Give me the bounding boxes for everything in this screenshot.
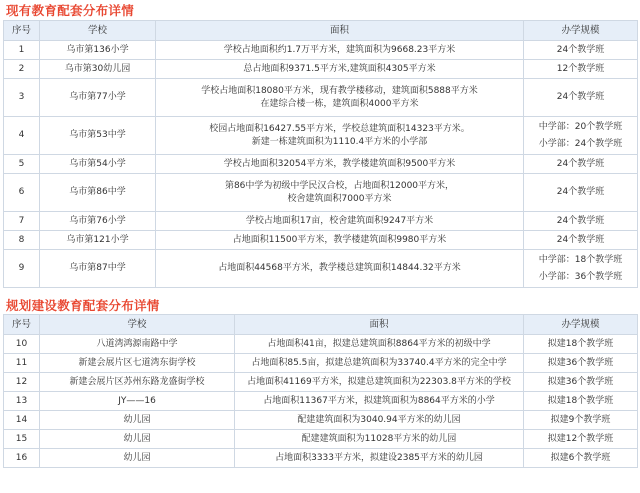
area-line: 总占地面积9371.5平方米,建筑面积4305平方米 [243, 63, 436, 74]
cell-school: 乌市第54小学 [40, 155, 156, 174]
cell-no: 12 [4, 373, 40, 392]
scale-line: 中学部：20个教学班 [538, 121, 623, 132]
cell-no: 3 [4, 79, 40, 117]
area-line: 在建综合楼一栋，建筑面积4000平方米 [260, 98, 419, 109]
area-line: 学校占地面积18080平方米，现有教学楼移动，建筑面积5888平方米 [201, 85, 478, 96]
header-scale: 办学规模 [524, 21, 638, 41]
scale-line: 小学部：24个教学班 [538, 138, 623, 149]
cell-area: 占地面积3333平方米，拟建设2385平方米的幼儿园 [235, 449, 524, 468]
cell-area: 占地面积41亩，拟建总建筑面积8864平方米的初级中学 [235, 335, 524, 354]
cell-school: 幼儿园 [40, 430, 235, 449]
header-scale: 办学规模 [524, 315, 638, 335]
cell-area: 占地面积85.5亩，拟建总建筑面积为33740.4平方米的完全中学 [235, 354, 524, 373]
table-row [4, 392, 638, 411]
cell-school: 乌市第30幼儿园 [40, 60, 156, 79]
cell-no: 7 [4, 212, 40, 231]
table-row [4, 117, 638, 155]
cell-school: 乌市第76小学 [40, 212, 156, 231]
table-header-row [4, 21, 638, 41]
cell-scale: 拟建36个教学班 [524, 373, 638, 392]
section-title-existing: 现有教育配套分布详情 [6, 3, 135, 18]
table-row [4, 231, 638, 250]
table-row [4, 430, 638, 449]
cell-no: 4 [4, 117, 40, 155]
cell-scale: 拟建6个教学班 [524, 449, 638, 468]
cell-school: 乌市第77小学 [40, 79, 156, 117]
cell-area [156, 117, 524, 155]
cell-area [156, 212, 524, 231]
table-row [4, 354, 638, 373]
scale-line: 24个教学班 [556, 92, 605, 102]
table-row [4, 79, 638, 117]
table-row [4, 373, 638, 392]
cell-scale [524, 212, 638, 231]
cell-scale: 拟建36个教学班 [524, 354, 638, 373]
cell-school: 乌市第136小学 [40, 41, 156, 60]
table-row [4, 212, 638, 231]
header-no: 序号 [4, 315, 40, 335]
cell-scale [524, 60, 638, 79]
table-row [4, 60, 638, 79]
cell-area [156, 41, 524, 60]
cell-area [156, 60, 524, 79]
cell-school: 乌市第86中学 [40, 174, 156, 212]
cell-area: 占地面积41169平方米，拟建总建筑面积为22303.8平方米的学校 [235, 373, 524, 392]
cell-no: 11 [4, 354, 40, 373]
table-row [4, 41, 638, 60]
scale-line: 24个教学班 [556, 158, 605, 169]
area-line: 学校占地面积17亩，校舍建筑面积9247平方米 [245, 215, 434, 226]
header-school: 学校 [40, 315, 235, 335]
cell-scale: 拟建18个教学班 [524, 392, 638, 411]
header-area: 面积 [156, 21, 524, 41]
cell-scale [524, 117, 638, 155]
cell-scale: 拟建18个教学班 [524, 335, 638, 354]
table-row [4, 449, 638, 468]
cell-scale [524, 231, 638, 250]
scale-line: 24个教学班 [556, 187, 605, 197]
scale-line: 小学部：36个教学班 [538, 271, 623, 282]
cell-scale [524, 155, 638, 174]
area-line: 新建一栋建筑面积为1110.4平方米的小学部 [251, 136, 428, 147]
planned-schools-table [3, 314, 638, 468]
cell-school: 新建会展片区苏州东路龙盛街学校 [40, 373, 235, 392]
cell-no: 2 [4, 60, 40, 79]
area-line: 校园占地面积16427.55平方米，学校总建筑面积14323平方米。 [209, 123, 470, 134]
cell-school: 新建会展片区七道湾东街学校 [40, 354, 235, 373]
cell-no: 16 [4, 449, 40, 468]
cell-school: JY——16 [40, 392, 235, 411]
section-title-planned: 规划建设教育配套分布详情 [6, 298, 160, 313]
cell-school: 八道湾鸿源南路中学 [40, 335, 235, 354]
cell-no: 9 [4, 250, 40, 288]
cell-no: 5 [4, 155, 40, 174]
cell-school: 乌市第121小学 [40, 231, 156, 250]
cell-area [156, 231, 524, 250]
cell-scale [524, 174, 638, 212]
cell-area [156, 155, 524, 174]
scale-line: 24个教学班 [556, 44, 605, 55]
scale-line: 24个教学班 [556, 215, 605, 226]
header-area: 面积 [235, 315, 524, 335]
table-row [4, 335, 638, 354]
cell-no: 1 [4, 41, 40, 60]
cell-school: 乌市第53中学 [40, 117, 156, 155]
area-line: 校舍建筑面积7000平方米 [287, 193, 392, 204]
header-school: 学校 [40, 21, 156, 41]
table-row [4, 250, 638, 288]
existing-schools-table [3, 20, 638, 288]
area-line: 学校占地面积32054平方米，教学楼建筑面积9500平方米 [223, 158, 456, 169]
cell-area: 配建建筑面积为3040.94平方米的幼儿园 [235, 411, 524, 430]
cell-school: 幼儿园 [40, 449, 235, 468]
cell-school: 乌市第87中学 [40, 250, 156, 288]
cell-area: 占地面积11367平方米，拟建筑面积为8864平方米的小学 [235, 392, 524, 411]
cell-school: 幼儿园 [40, 411, 235, 430]
area-line: 第86中学为初级中学民汉合校，占地面积12000平方米， [224, 180, 455, 191]
cell-no: 15 [4, 430, 40, 449]
cell-area [156, 250, 524, 288]
cell-no: 14 [4, 411, 40, 430]
cell-scale [524, 79, 638, 117]
cell-scale [524, 41, 638, 60]
table-row [4, 155, 638, 174]
area-line: 占地面积11500平方米，教学楼建筑面积9980平方米 [232, 234, 447, 245]
cell-scale: 拟建9个教学班 [524, 411, 638, 430]
scale-line: 中学部：18个教学班 [538, 254, 623, 265]
cell-no: 6 [4, 174, 40, 212]
cell-area [156, 79, 524, 117]
area-line: 占地面积44568平方米，教学楼总建筑面积14844.32平方米 [218, 263, 461, 273]
table-row [4, 174, 638, 212]
cell-no: 10 [4, 335, 40, 354]
header-no: 序号 [4, 21, 40, 41]
cell-no: 8 [4, 231, 40, 250]
scale-line: 24个教学班 [556, 234, 605, 245]
cell-area: 配建建筑面积为11028平方米的幼儿园 [235, 430, 524, 449]
cell-scale: 拟建12个教学班 [524, 430, 638, 449]
area-line: 学校占地面积约1.7万平方米，建筑面积为9668.23平方米 [223, 44, 456, 55]
cell-scale [524, 250, 638, 288]
table-header-row [4, 315, 638, 335]
scale-line: 12个教学班 [556, 63, 605, 74]
cell-no: 13 [4, 392, 40, 411]
table-row [4, 411, 638, 430]
cell-area [156, 174, 524, 212]
